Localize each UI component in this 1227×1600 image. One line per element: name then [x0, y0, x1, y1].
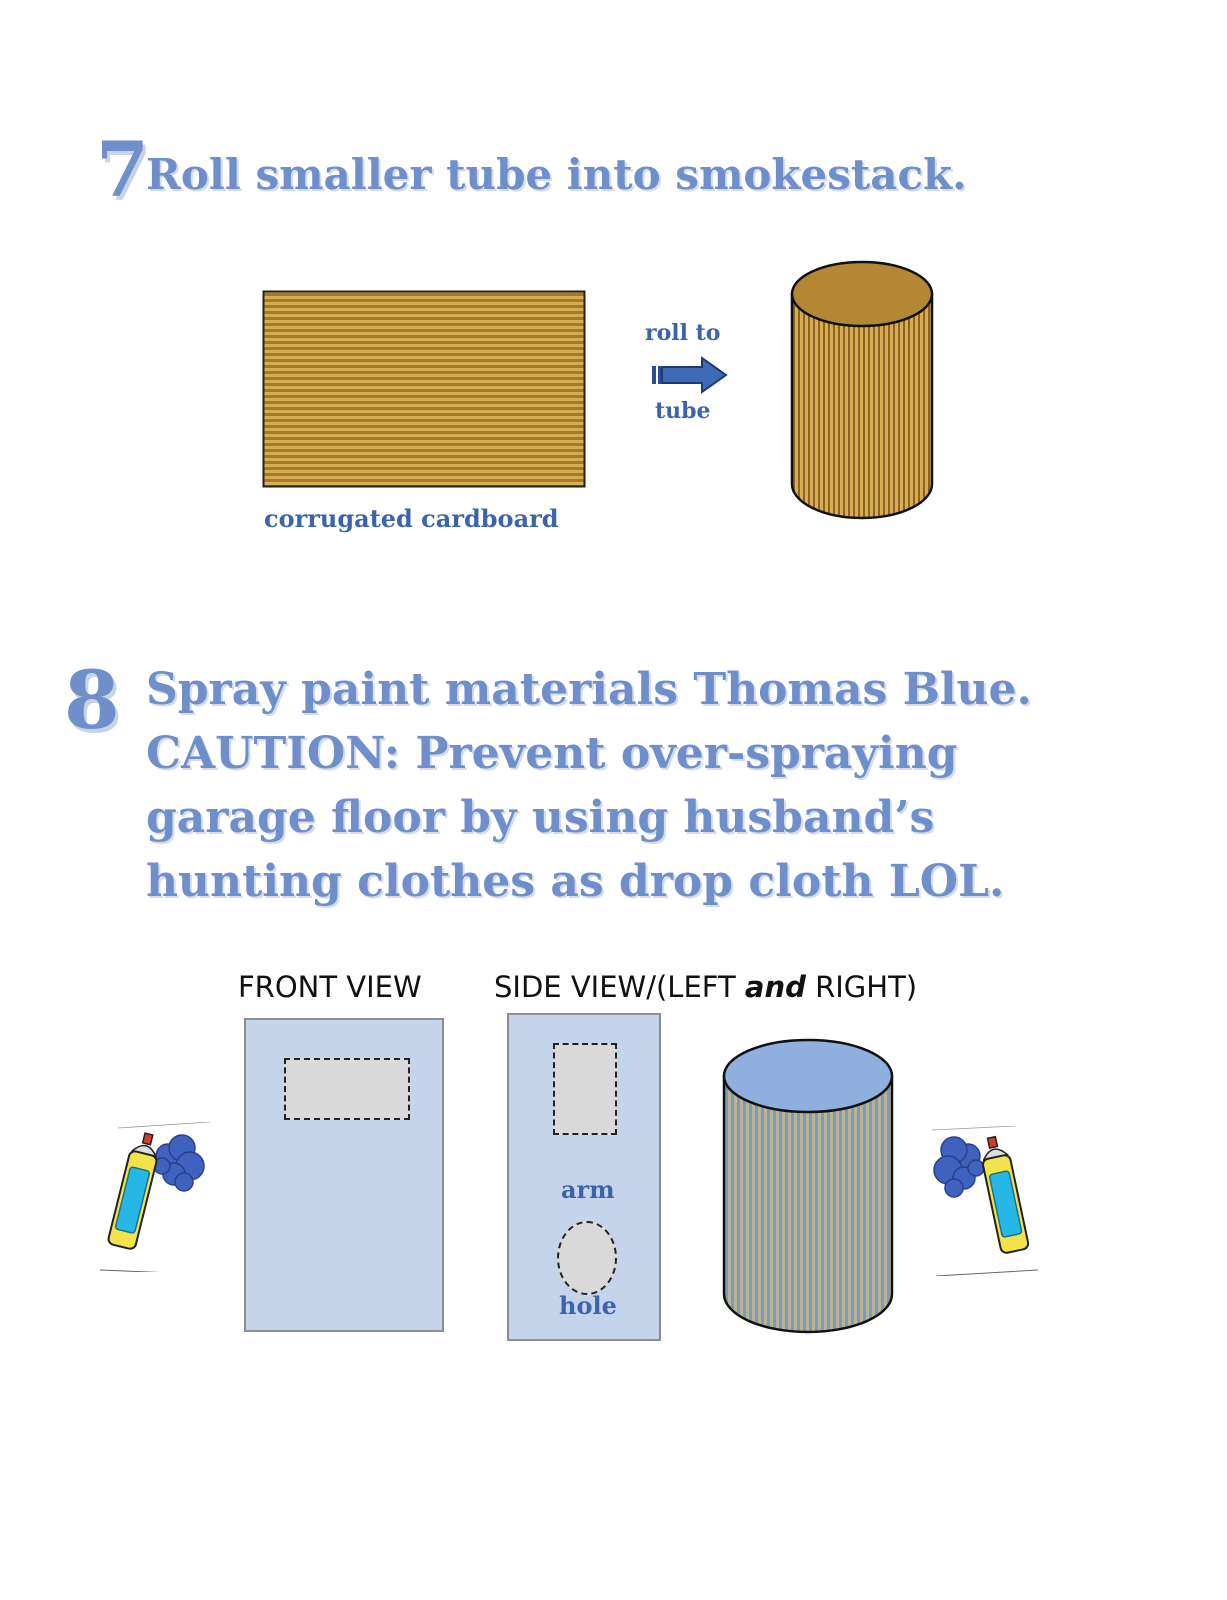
front-view-label: FRONT VIEW — [238, 970, 422, 1004]
spray-can-icon-right — [926, 1126, 1044, 1276]
cardboard-tube-icon — [790, 258, 938, 524]
front-view-window-cutout — [284, 1058, 410, 1120]
arm-label: arm — [561, 1175, 615, 1204]
step-8-line-1: Spray paint materials Thomas Blue. — [146, 664, 1032, 715]
step-8-line-3: garage floor by using husband’s — [146, 792, 935, 843]
front-view-panel — [244, 1018, 444, 1332]
spray-can-icon-left — [98, 1122, 216, 1272]
step-8-number: 8 — [64, 653, 120, 747]
step-8-line-2: CAUTION: Prevent over-spraying — [146, 728, 958, 779]
side-view-label-part-2: RIGHT) — [805, 970, 918, 1004]
step-7-number: 7 — [96, 125, 149, 214]
side-view-panel — [507, 1013, 661, 1341]
corrugated-cardboard-sheet — [262, 290, 586, 488]
cardboard-label: corrugated cardboard — [264, 504, 559, 533]
step-8-line-4: hunting clothes as drop cloth LOL. — [146, 856, 1005, 907]
arrow-label-roll-to: roll to — [645, 320, 721, 346]
right-arrow-icon — [650, 356, 730, 394]
arm-hole-cutout — [557, 1221, 617, 1295]
side-view-window-cutout — [553, 1043, 617, 1135]
side-view-label-and: and — [744, 970, 806, 1004]
painted-tube-icon — [722, 1036, 898, 1336]
side-view-label — [494, 970, 917, 1004]
arrow-label-tube: tube — [655, 398, 711, 424]
hole-label: hole — [559, 1291, 617, 1320]
side-view-label-part-1: SIDE VIEW/(LEFT — [494, 970, 745, 1004]
step-7-title: Roll smaller tube into smokestack. — [146, 150, 967, 199]
